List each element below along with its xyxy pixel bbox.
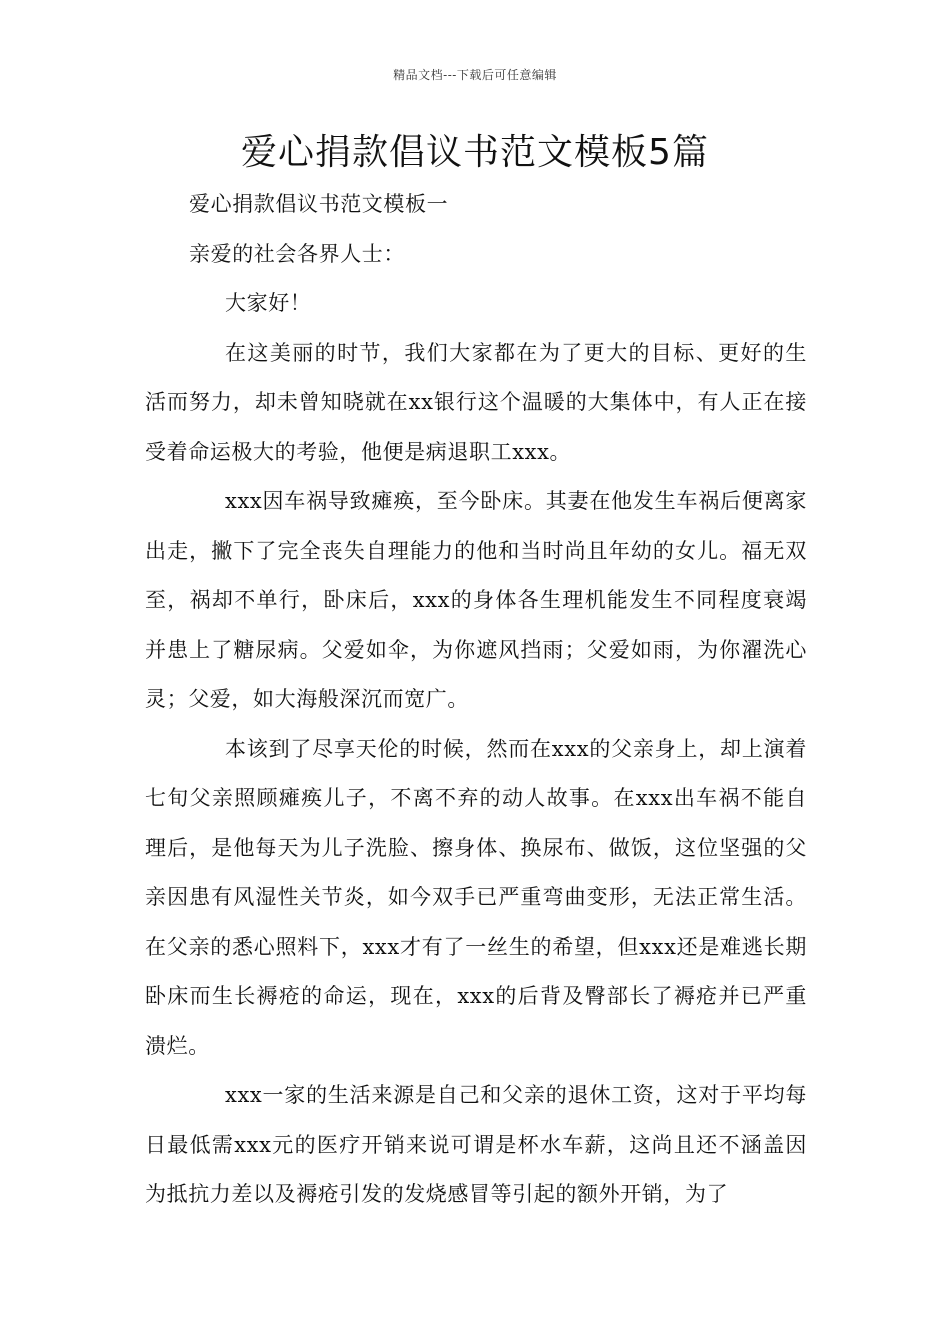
document-title: 爱心捐款倡议书范文模板5篇: [241, 132, 709, 173]
paragraph-2: xxx因车祸导致瘫痪，至今卧床。其妻在他发生车祸后便离家出走，撇下了完全丧失自理能力的他和当时尚且年幼的女儿。福无双至，祸却不单行，卧床后，xxx的身体各生理机能发生不同程度衰竭并患上了糖尿病。父爱如伞，为你遮风挡雨；父爱如雨，为你濯洗心灵；父爱，如大海般深沉而宽广。: [145, 489, 807, 711]
paragraph-4: xxx一家的生活来源是自己和父亲的退休工资，这对于平均每日最低需xxx元的医疗开销来说可谓是杯水车薪，这尚且还不涵盖因为抵抗力差以及褥疮引发的发烧感冒等引起的额外开销，为了: [145, 1083, 807, 1206]
paragraph-3: 本该到了尽享天伦的时候，然而在xxx的父亲身上，却上演着七旬父亲照顾瘫痪儿子，不离不弃的动人故事。在xxx出车祸不能自理后，是他每天为儿子洗脸、擦身体、换尿布、做饭，这位坚强的父亲因患有风湿性关节炎，如今双手已严重弯曲变形，无法正常生活。在父亲的悉心照料下，xxx才有了一丝生的希望，但xxx还是难逃长期卧床而生长褥疮的命运，现在，xxx的后背及臀部长了褥疮并已严重溃烂。: [145, 736, 807, 1058]
salutation: 亲爱的社会各界人士：: [189, 241, 405, 266]
header-note: 精品文档---下载后可任意编辑: [393, 68, 557, 82]
document-body: [145, 180, 807, 1220]
greeting: 大家好！: [225, 291, 312, 315]
paragraph-1: 在这美丽的时节，我们大家都在为了更大的目标、更好的生活而努力，却未曾知晓就在xx银行这个温暖的大集体中，有人正在接受着命运极大的考验，他便是病退职工xxx。: [145, 340, 807, 464]
section-subtitle: 爱心捐款倡议书范文模板一: [189, 192, 449, 216]
